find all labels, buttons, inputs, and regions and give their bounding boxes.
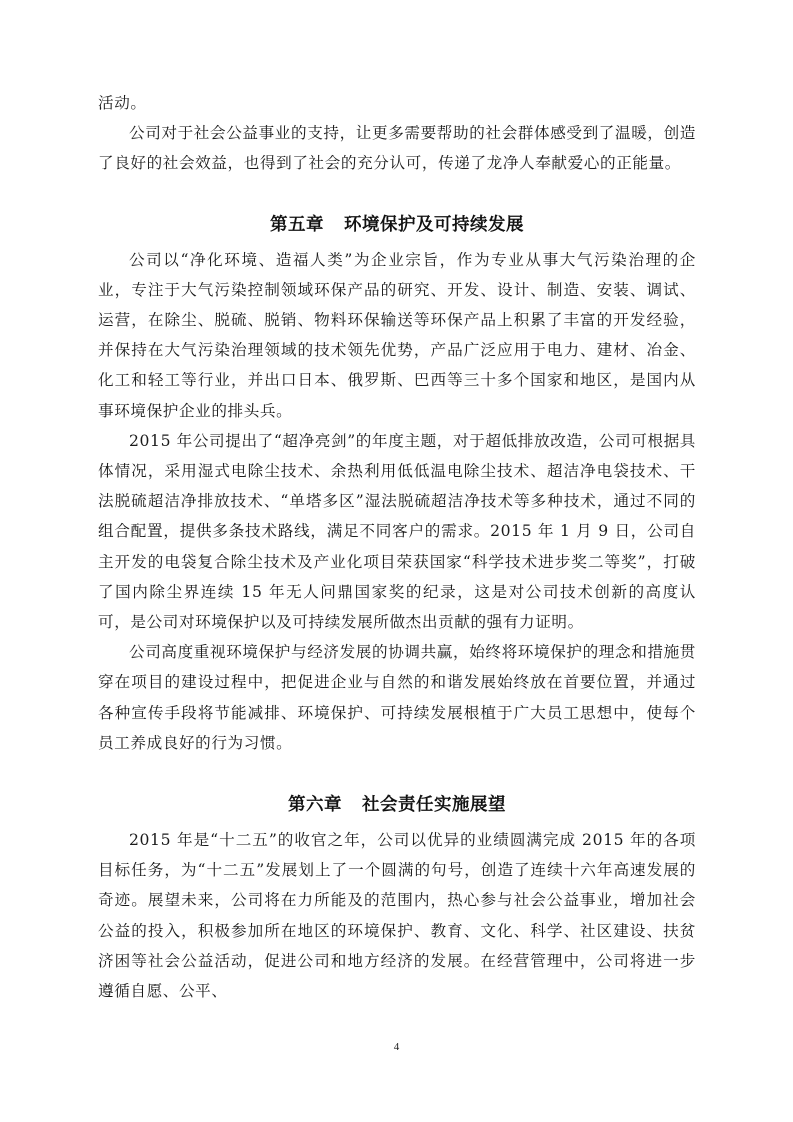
chapter-6-heading: [98, 789, 696, 821]
paragraph-public-welfare: 公司对于社会公益事业的支持，让更多需要帮助的社会群体感受到了温暖，创造了良好的社会效益，也得到了社会的充分认可，传递了龙净人奉献爱心的正能量。: [98, 124, 696, 173]
chapter-5-heading: [98, 209, 696, 241]
page-number: 4: [393, 1041, 400, 1053]
chapter-5-paragraph: 公司以“净化环境、造福人类”为企业宗旨，作为专业从事大气污染治理的企业，专注于大气污染控制领域环保产品的研究、开发、设计、制造、安装、调试、运营，在除尘、脱硫、脱销、物料环保输送等环保产品上积累了丰富的开发经验，并保持在大气污染治理领域的技术领先优势，产品广泛应用于电力、建材、冶金、化工和轻工等行业，并出口日本、俄罗斯、巴西等三十多个国家和地区，是国内从事环境保护企业的排头兵。: [98, 250, 696, 420]
chapter-5-paragraph: 2015 年公司提出了“超净亮剑”的年度主题，对于超低排放改造，公司可根据具体情况，采用湿式电除尘技术、余热利用低低温电除尘技术、超洁净电袋技术、干法脱硫超洁净排放技术、“单塔多区”湿法脱硫超洁净技术等多种技术，通过不同的组合配置，提供多条技术路线，满足不同客户的需求。2015 年 1 月 9 日，公司自主开发的电袋复合除尘技术及产业化项目荣获国家“科学技术进步奖二等奖”，打破了国内除尘界连续 15 年无人问鼎国家奖的纪录，这是对公司技术创新的高度认可，是公司对环境保护以及可持续发展所做杰出贡献的强有力证明。: [98, 431, 696, 632]
paragraph-continuation: 活动。: [98, 94, 147, 112]
chapter-5-number: 第五章: [270, 214, 324, 235]
document-page: [98, 88, 696, 1006]
chapter-6-number: 第六章: [288, 795, 342, 816]
chapter-5-paragraph: 公司高度重视环境保护与经济发展的协调共赢，始终将环境保护的理念和措施贯穿在项目的建设过程中，把促进企业与自然的和谐发展始终放在首要位置，并通过各种宣传手段将节能减排、环境保护、可持续发展根植于广大员工思想中，使每个员工养成良好的行为习惯。: [98, 643, 696, 752]
chapter-5-title: 环境保护及可持续发展: [344, 214, 524, 235]
chapter-6-paragraph: 2015 年是“十二五”的收官之年，公司以优异的业绩圆满完成 2015 年的各项目标任务，为“十二五”发展划上了一个圆满的句号，创造了连续十六年高速发展的奇迹。展望未来，公司将在力所能及的范围内，热心参与社会公益事业，增加社会公益的投入，积极参加所在地区的环境保护、教育、文化、科学、社区建设、扶贫济困等社会公益活动，促进公司和地方经济的发展。在经营管理中，公司将进一步遵循自愿、公平、: [98, 831, 696, 1001]
chapter-6-title: 社会责任实施展望: [362, 795, 506, 816]
